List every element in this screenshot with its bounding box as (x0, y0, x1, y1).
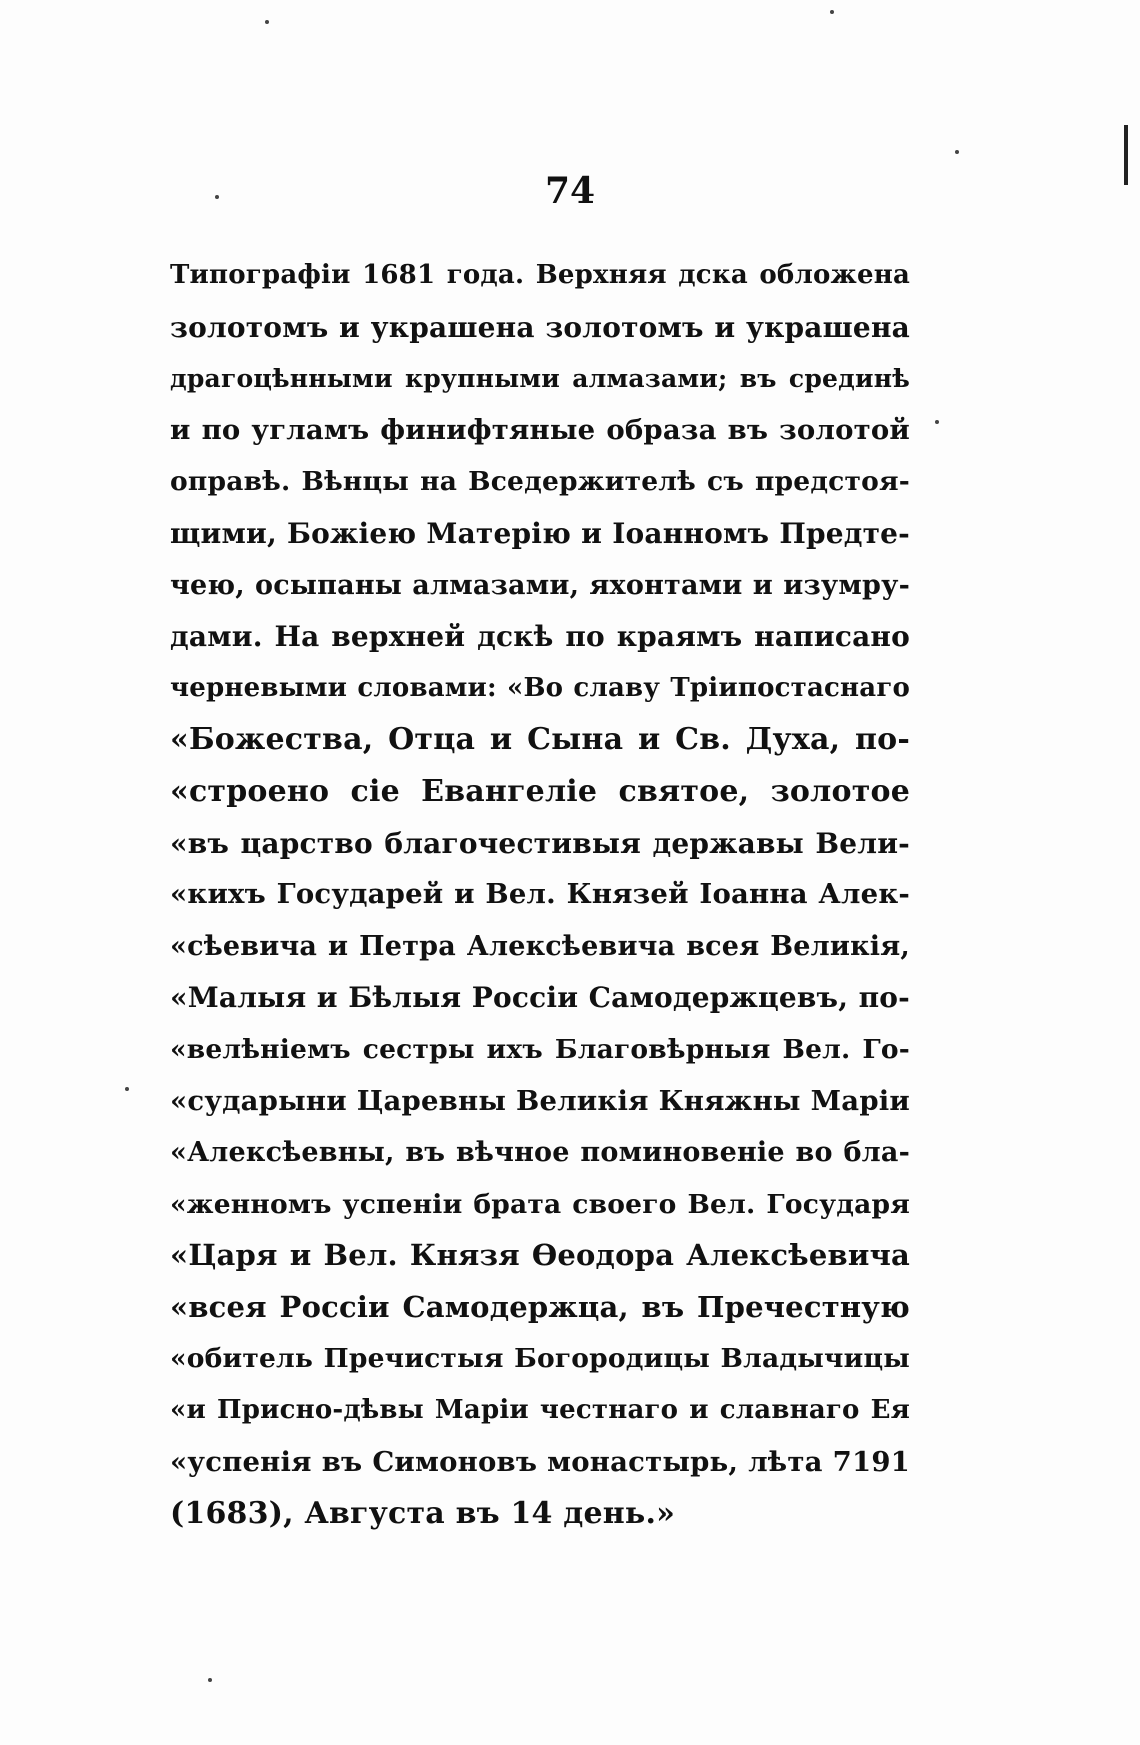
text-line: «сударыни Царевны Великія Княжны Маріи (170, 1084, 910, 1117)
text-line: «Алексѣевны, въ вѣчное поминовеніе во бла- (170, 1137, 910, 1169)
scan-speck (955, 150, 959, 154)
scan-speck (208, 1678, 212, 1682)
text-line: «строено сіе Евангеліе святое, золотое (170, 773, 910, 809)
text-line: «Царя и Вел. Князя Ѳеодора Алексѣевича (170, 1238, 910, 1273)
text-line: щими, Божіею Матерію и Іоанномъ Предте- (170, 516, 910, 550)
text-line: «Божества, Отца и Сына и Св. Духа, по- (170, 722, 910, 758)
scan-speck (125, 1087, 129, 1091)
scan-speck (830, 10, 834, 14)
scan-speck (265, 20, 269, 24)
text-line: черневыми словами: «Во славу Тріипостаснаго (170, 672, 910, 703)
text-line: «въ царство благочестивыя державы Вели- (170, 826, 910, 860)
text-line: «обитель Пречистыя Богородицы Владычицы (170, 1343, 910, 1375)
text-line: Типографіи 1681 года. Верхняя дска обложена (170, 260, 910, 290)
text-line: чею, осыпаны алмазами, яхонтами и изумру- (170, 569, 910, 601)
text-line: «Малыя и Бѣлыя Россіи Самодержцевъ, по- (170, 981, 910, 1015)
text-line-last: (1683), Августа въ 14 день.» (170, 1496, 676, 1532)
text-line: «велѣніемъ сестры ихъ Благовѣрныя Вел. Го- (170, 1033, 910, 1065)
text-line: золотомъ и украшена золотомъ и украшена (170, 310, 910, 344)
text-line: драгоцѣнными крупными алмазами; въ срединѣ (170, 364, 910, 394)
scan-speck (935, 420, 939, 424)
page-number: 74 (544, 170, 596, 212)
body-text (170, 250, 910, 1540)
text-line: «всея Россіи Самодержца, въ Пречестную (170, 1289, 910, 1324)
text-line: «кихъ Государей и Вел. Князей Іоанна Алек- (170, 878, 910, 911)
text-line: и по угламъ финифтяные образа въ золотой (170, 413, 910, 446)
text-line: «женномъ успеніи брата своего Вел. Государя (170, 1188, 910, 1220)
text-line: «успенія въ Симоновъ монастырь, лѣта 7191 (170, 1445, 910, 1478)
text-line: оправѣ. Вѣнцы на Вседержителѣ съ предстоя- (170, 466, 910, 498)
text-line: дами. На верхней дскѣ по краямъ написано (170, 620, 910, 654)
text-line: «и Присно-дѣвы Маріи честнаго и славнаго Ея (170, 1395, 910, 1426)
text-line: «сѣевича и Петра Алексѣевича всея Великія, (170, 930, 910, 962)
